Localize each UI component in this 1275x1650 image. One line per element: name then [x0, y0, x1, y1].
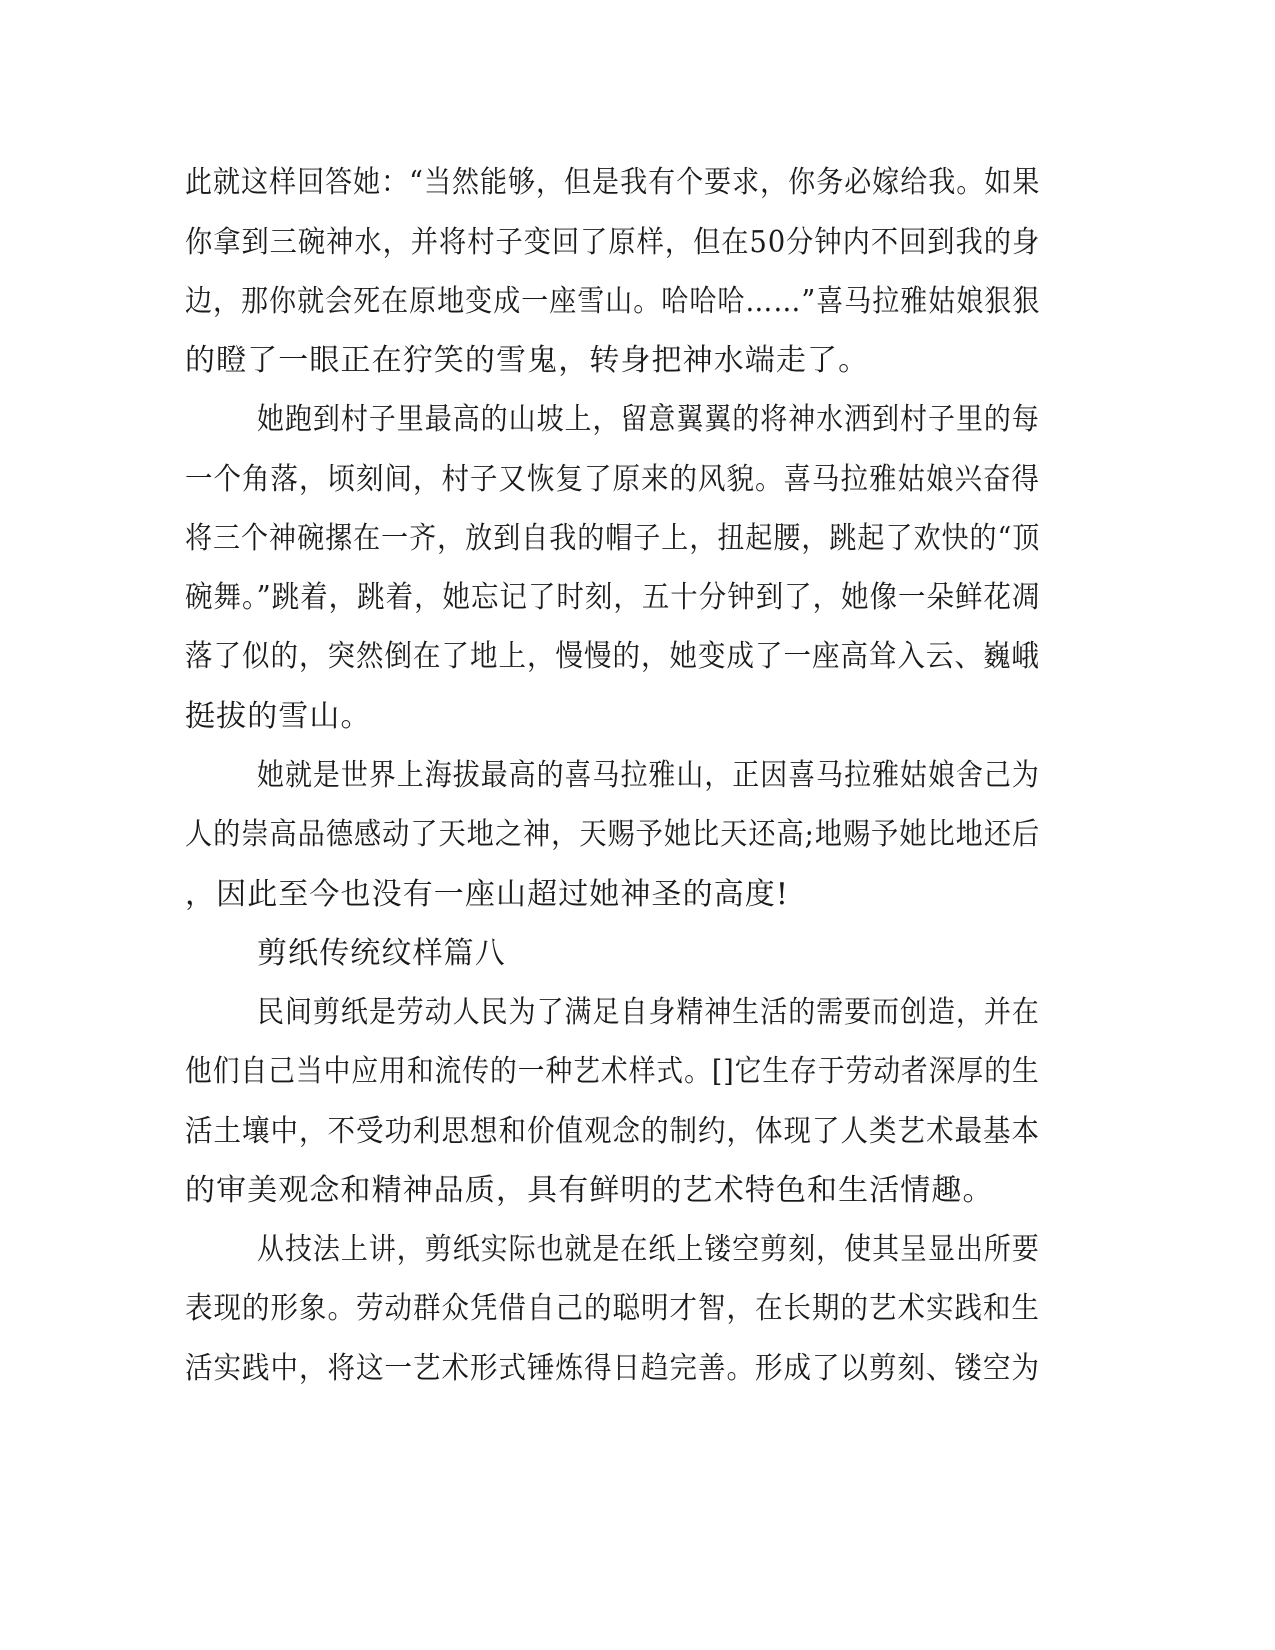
text-line: 边，那你就会死在原地变成一座雪山。哈哈哈……”喜马拉雅姑娘狠狠 [185, 284, 1041, 319]
text-line: 碗舞。”跳着，跳着，她忘记了时刻，五十分钟到了，她像一朵鲜花凋 [185, 580, 1041, 615]
text-line: 活实践中，将这一艺术形式锤炼得日趋完善。形成了以剪刻、镂空为 [185, 1351, 1041, 1386]
text-line: 挺拔的雪山。 [185, 699, 372, 734]
text-line: 的瞪了一眼正在狞笑的雪鬼，转身把神水端走了。 [185, 343, 870, 378]
text-line: 的审美观念和精神品质，具有鲜明的艺术特色和生活情趣。 [185, 1173, 994, 1208]
text-line: 从技法上讲，剪纸实际也就是在纸上镂空剪刻，使其呈显出所要 [257, 1232, 1040, 1267]
text-line: 将三个神碗摞在一齐，放到自我的帽子上，扭起腰，跳起了欢快的“顶 [185, 521, 1041, 556]
text-line: 一个角落，顷刻间，村子又恢复了原来的风貌。喜马拉雅姑娘兴奋得 [185, 462, 1041, 497]
text-line: 人的崇高品德感动了天地之神，天赐予她比天还高;地赐予她比地还后 [185, 817, 1041, 852]
text-line: 民间剪纸是劳动人民为了满足自身精神生活的需要而创造，并在 [257, 995, 1040, 1030]
text-line: 活土壤中，不受功利思想和价值观念的制约，体现了人类艺术最基本 [185, 1114, 1041, 1149]
text-line: 他们自己当中应用和流传的一种艺术样式。[]它生存于劳动者深厚的生 [185, 1054, 1040, 1089]
text-line: 此就这样回答她：“当然能够，但是我有个要求，你务必嫁给我。如果 [185, 165, 1041, 200]
section-heading: 剪纸传统纹样篇八 [257, 936, 506, 971]
text-line: 落了似的，突然倒在了地上，慢慢的，她变成了一座高耸入云、巍峨 [185, 639, 1041, 674]
text-line: 表现的形象。劳动群众凭借自己的聪明才智，在长期的艺术实践和生 [185, 1291, 1041, 1326]
text-line: 你拿到三碗神水，并将村子变回了原样，但在50分钟内不回到我的身 [185, 225, 1041, 260]
text-line: ，因此至今也没有一座山超过她神圣的高度! [185, 877, 790, 912]
text-line: 她就是世界上海拔最高的喜马拉雅山，正因喜马拉雅姑娘舍己为 [257, 758, 1040, 793]
text-line: 她跑到村子里最高的山坡上，留意翼翼的将神水洒到村子里的每 [257, 402, 1040, 437]
